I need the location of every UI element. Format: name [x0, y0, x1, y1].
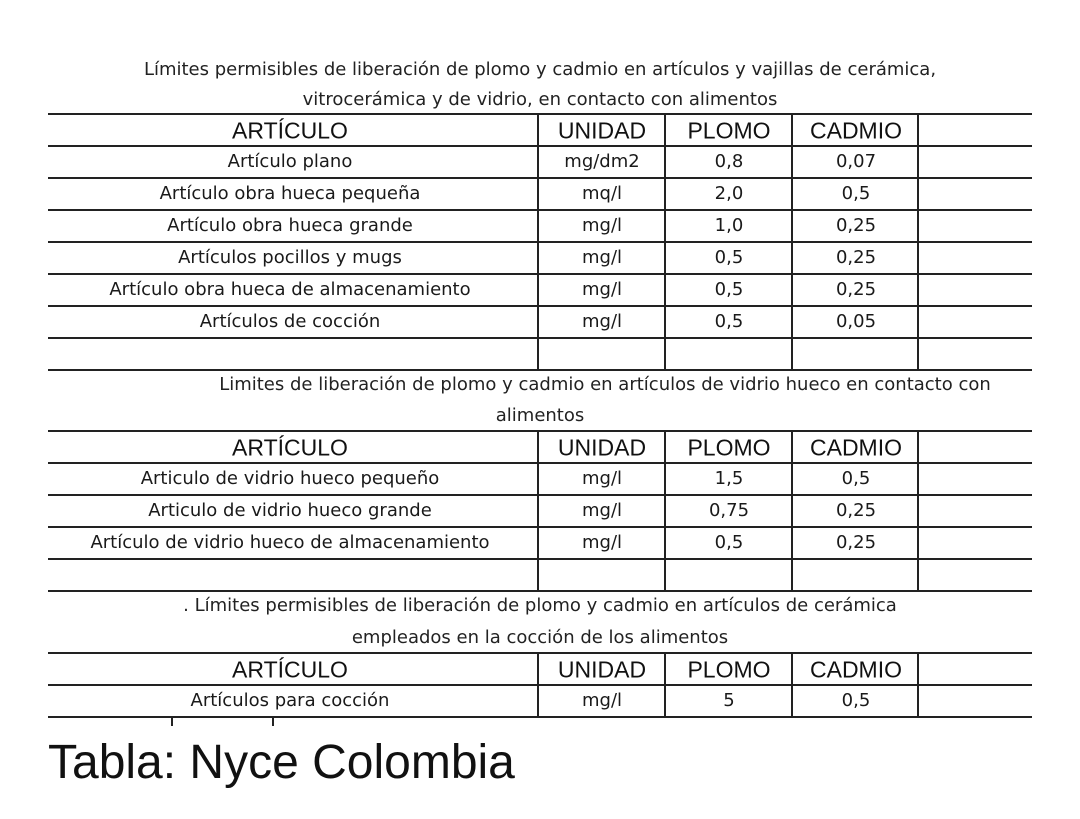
- table-rule: [48, 684, 1032, 686]
- column-divider: [791, 653, 793, 717]
- table-rule: [48, 113, 1032, 115]
- section-caption: Limites de liberación de plomo y cadmio en artículos de vidrio hueco en contacto con: [219, 374, 991, 395]
- section-caption: empleados en la cocción de los alimentos: [351, 627, 729, 648]
- table-rule: [48, 273, 1032, 275]
- unit-cell: mq/l: [581, 183, 623, 204]
- cadmium-value-cell: 0,25: [835, 247, 877, 268]
- section-caption: . Límites permisibles de liberación de plomo y cadmio en artículos de cerámica: [183, 595, 897, 616]
- table-rule: [48, 652, 1032, 654]
- lead-value-cell: 0,5: [714, 311, 744, 332]
- unit-cell: mg/l: [581, 468, 623, 489]
- cadmium-value-cell: 0,25: [835, 532, 877, 553]
- unit-cell: mg/l: [581, 215, 623, 236]
- column-header: UNIDAD: [557, 117, 647, 144]
- column-divider: [537, 114, 539, 370]
- table-rule: [48, 209, 1032, 211]
- unit-cell: mg/dm2: [564, 151, 640, 172]
- lead-value-cell: 5: [723, 690, 735, 711]
- column-divider: [537, 653, 539, 717]
- column-header: UNIDAD: [557, 656, 647, 683]
- cadmium-value-cell: 0,5: [841, 183, 871, 204]
- column-divider: [917, 431, 919, 591]
- unit-cell: mg/l: [581, 279, 623, 300]
- table-rule: [48, 177, 1032, 179]
- column-header: ARTÍCULO: [232, 434, 348, 461]
- table-rule: [48, 558, 1032, 560]
- article-name-cell: Artículo obra hueca pequeña: [159, 183, 421, 204]
- column-divider: [537, 431, 539, 591]
- cadmium-value-cell: 0,07: [835, 151, 877, 172]
- lead-value-cell: 0,5: [714, 279, 744, 300]
- column-header: ARTÍCULO: [232, 117, 348, 144]
- column-divider: [917, 653, 919, 717]
- lead-value-cell: 1,0: [714, 215, 744, 236]
- table-rule: [48, 145, 1032, 147]
- column-header: CADMIO: [810, 434, 902, 461]
- column-divider: [917, 114, 919, 370]
- article-name-cell: Artículos de cocción: [199, 311, 381, 332]
- table-rule: [48, 462, 1032, 464]
- cadmium-value-cell: 0,25: [835, 215, 877, 236]
- column-header: PLOMO: [687, 434, 771, 461]
- cadmium-value-cell: 0,05: [835, 311, 877, 332]
- column-divider: [272, 717, 274, 726]
- lead-value-cell: 0,8: [714, 151, 744, 172]
- column-header: UNIDAD: [557, 434, 647, 461]
- lead-value-cell: 0,5: [714, 247, 744, 268]
- article-name-cell: Articulo de vidrio hueco grande: [148, 500, 432, 521]
- table-rule: [48, 430, 1032, 432]
- column-header: ARTÍCULO: [232, 656, 348, 683]
- lead-value-cell: 1,5: [714, 468, 744, 489]
- lead-value-cell: 0,5: [714, 532, 744, 553]
- column-header: PLOMO: [687, 656, 771, 683]
- cadmium-value-cell: 0,5: [841, 468, 871, 489]
- column-divider: [664, 114, 666, 370]
- unit-cell: mg/l: [581, 532, 623, 553]
- column-divider: [664, 431, 666, 591]
- column-divider: [791, 431, 793, 591]
- article-name-cell: Articulo de vidrio hueco pequeño: [140, 468, 440, 489]
- cadmium-value-cell: 0,5: [841, 690, 871, 711]
- article-name-cell: Artículo obra hueca grande: [167, 215, 413, 236]
- article-name-cell: Artículos pocillos y mugs: [178, 247, 402, 268]
- table-rule: [48, 526, 1032, 528]
- lead-value-cell: 0,75: [708, 500, 750, 521]
- section-caption: alimentos: [495, 405, 585, 426]
- column-header: CADMIO: [810, 656, 902, 683]
- table-rule: [48, 494, 1032, 496]
- table-rule: [48, 716, 1032, 718]
- lead-value-cell: 2,0: [714, 183, 744, 204]
- table-rule: [48, 590, 1032, 592]
- article-name-cell: Artículo obra hueca de almacenamiento: [109, 279, 471, 300]
- unit-cell: mg/l: [581, 500, 623, 521]
- cadmium-value-cell: 0,25: [835, 279, 877, 300]
- cadmium-value-cell: 0,25: [835, 500, 877, 521]
- table-rule: [48, 337, 1032, 339]
- table-rule: [48, 305, 1032, 307]
- unit-cell: mg/l: [581, 311, 623, 332]
- article-name-cell: Artículo plano: [227, 151, 353, 172]
- column-divider: [171, 717, 173, 726]
- unit-cell: mg/l: [581, 247, 623, 268]
- table-rule: [48, 241, 1032, 243]
- column-header: CADMIO: [810, 117, 902, 144]
- column-header: PLOMO: [687, 117, 771, 144]
- unit-cell: mg/l: [581, 690, 623, 711]
- section-caption: vitrocerámica y de vidrio, en contacto con alimentos: [302, 89, 778, 110]
- column-divider: [664, 653, 666, 717]
- table-rule: [48, 369, 1032, 371]
- article-name-cell: Artículos para cocción: [190, 690, 390, 711]
- source-caption: Tabla: Nyce Colombia: [48, 736, 515, 789]
- section-caption: Límites permisibles de liberación de plomo y cadmio en artículos y vajillas de cerámica,: [143, 59, 937, 80]
- article-name-cell: Artículo de vidrio hueco de almacenamiento: [90, 532, 490, 553]
- column-divider: [791, 114, 793, 370]
